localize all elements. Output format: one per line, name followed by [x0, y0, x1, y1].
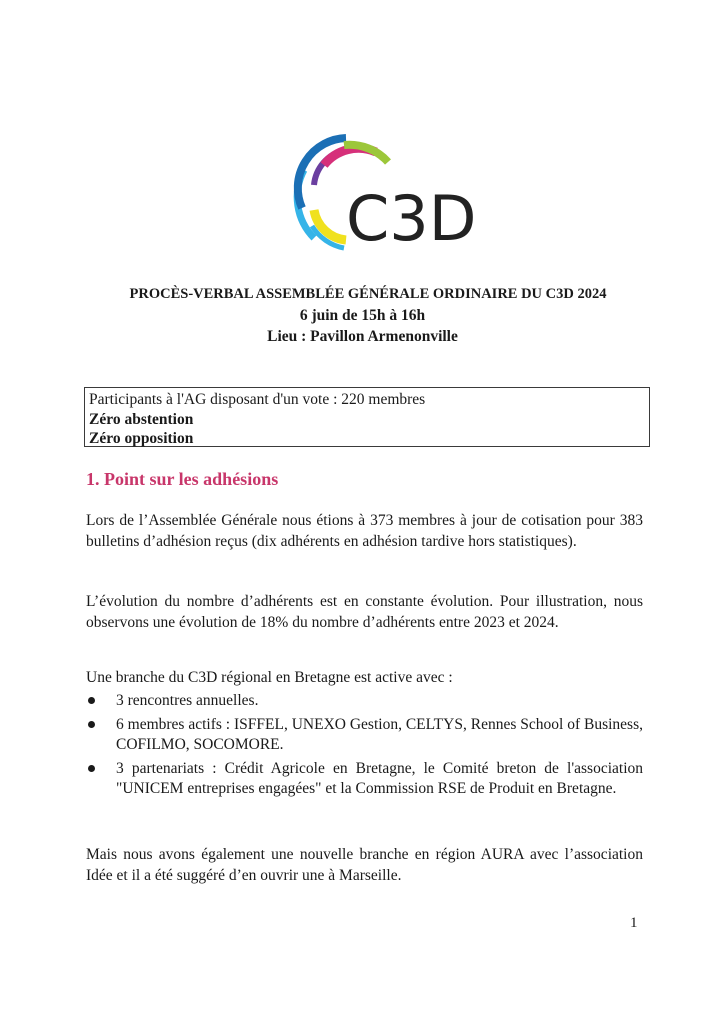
section-title: 1. Point sur les adhésions [86, 469, 279, 489]
bullet-icon [88, 697, 95, 704]
paragraph-membership-growth: L’évolution du nombre d’adhérents est en constante évolution. Pour illustration, nous observons une évolution de 18% du nombre d’adhérents entre 2023 et 2024. [86, 593, 643, 631]
list-item [86, 715, 643, 756]
list-item-text: 6 membres actifs : ISFFEL, UNEXO Gestion, CELTYS, Rennes School of Business, COFILMO, SOCOMORE. [116, 715, 643, 753]
bullet-icon [88, 765, 95, 772]
document-title: PROCÈS-VERBAL ASSEMBLÉE GÉNÉRALE ORDINAIRE DU C3D 2024 [129, 286, 607, 302]
list-item-text: 3 partenariats : Crédit Agricole en Bretagne, le Comité breton de l'association "UNICEM entreprises engagées" et la Commission RSE de Produit en Bretagne. [116, 759, 643, 797]
logo-text: C3D [346, 182, 477, 255]
list-item-text: 3 rencontres annuelles. [116, 692, 259, 709]
paragraph-new-branches: Mais nous avons également une nouvelle branche en région AURA avec l’association Idée et il a été suggéré d’en ouvrir une à Marseille. [86, 846, 643, 884]
opposition-line: Zéro opposition [89, 430, 194, 447]
meeting-date: 6 juin de 15h à 16h [299, 307, 426, 324]
abstention-line: Zéro abstention [89, 410, 194, 428]
page-number: 1 [630, 915, 638, 931]
meeting-place: Lieu : Pavillon Armenonville [267, 328, 458, 345]
c3d-logo [284, 130, 477, 270]
paragraph-brittany-branch: Une branche du C3D régional en Bretagne est active avec : [86, 669, 453, 686]
paragraph-membership-count: Lors de l’Assemblée Générale nous étions à 373 membres à jour de cotisation pour 383 bulletins d’adhésion reçus (dix adhérents en adhésion tardive hors statistiques). [86, 512, 643, 550]
brittany-branch-list [86, 691, 643, 803]
list-item [86, 691, 643, 712]
vote-summary-box [84, 387, 650, 447]
list-item [86, 759, 643, 800]
bullet-icon [88, 721, 95, 728]
participants-line: Participants à l'AG disposant d'un vote : 220 membres [89, 391, 426, 408]
